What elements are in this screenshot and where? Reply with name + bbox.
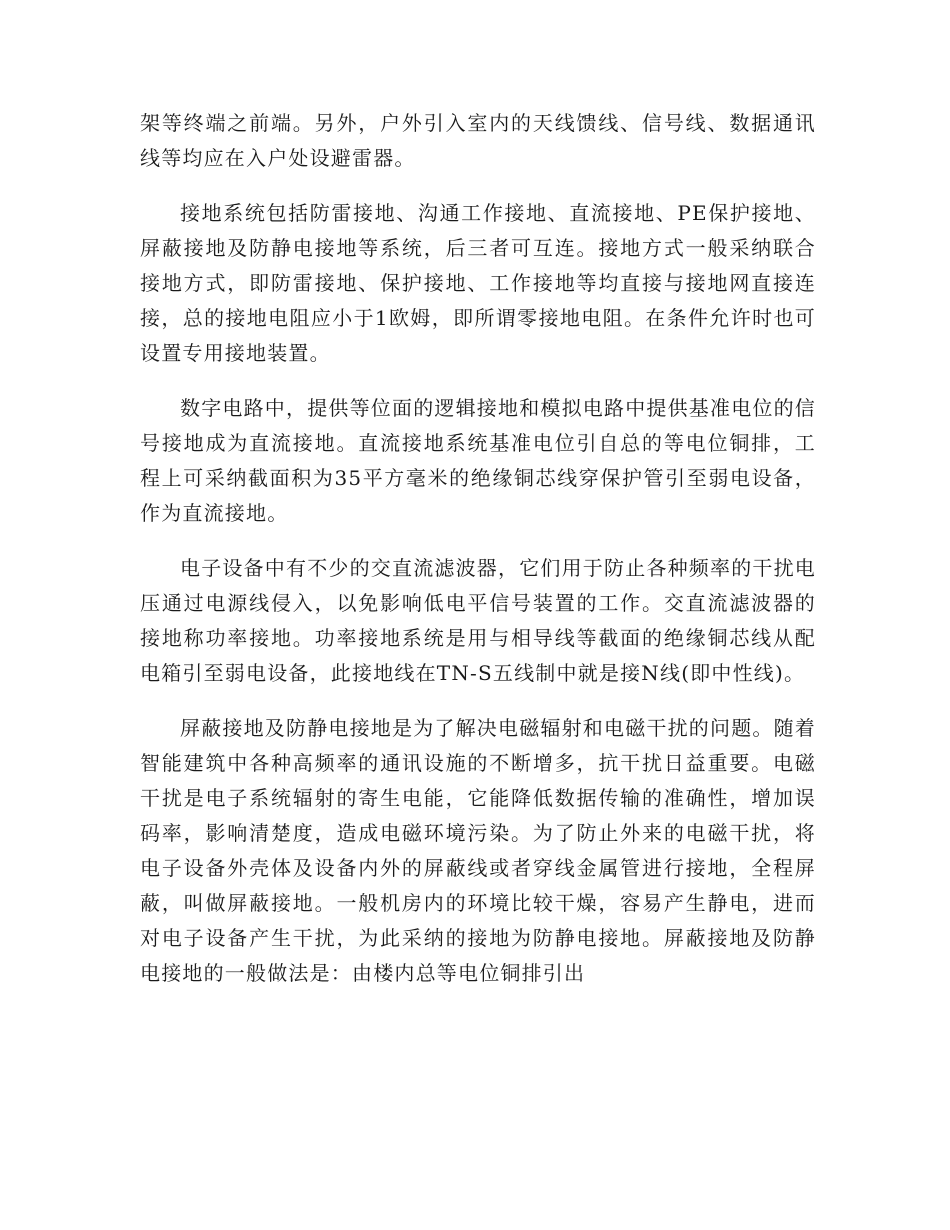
paragraph-shield-grounding: 屏蔽接地及防静电接地是为了解决电磁辐射和电磁干扰的问题。随着智能建筑中各种高频率的通讯设施的不断增多，抗干扰日益重要。电磁干扰是电子系统辐射的寄生电能，它能降低数据传输的准确性，增加误码率，影响清楚度，造成电磁环境污染。为了防止外来的电磁干扰，将电子设备外壳体及设备内外的屏蔽线或者穿线金属管进行接地，全程屏蔽，叫做屏蔽接地。一般机房内的环境比较干燥，容易产生静电，进而对电子设备产生干扰，为此采纳的接地为防静电接地。屏蔽接地及防静电接地的一般做法是：由楼内总等电位铜排引出 xyxy=(140,716,816,985)
document-body xyxy=(140,106,816,1011)
paragraph-continuation: 架等终端之前端。另外，户外引入室内的天线馈线、信号线、数据通讯线等均应在入户处设避雷器。 xyxy=(140,111,816,170)
paragraph-power-grounding: 电子设备中有不少的交直流滤波器，它们用于防止各种频率的干扰电压通过电源线侵入，以免影响低电平信号装置的工作。交直流滤波器的接地称功率接地。功率接地系统是用与相导线等截面的绝缘铜芯线从配电箱引至弱电设备，此接地线在TN-S五线制中就是接N线(即中性线)。 xyxy=(140,556,816,685)
paragraph-dc-grounding: 数字电路中，提供等位面的逻辑接地和模拟电路中提供基准电位的信号接地成为直流接地。直流接地系统基准电位引自总的等电位铜排，工程上可采纳截面积为35平方毫米的绝缘铜芯线穿保护管引至弱电设备，作为直流接地。 xyxy=(140,396,816,525)
paragraph-grounding-system: 接地系统包括防雷接地、沟通工作接地、直流接地、PE保护接地、屏蔽接地及防静电接地等系统，后三者可互连。接地方式一般采纳联合接地方式，即防雷接地、保护接地、工作接地等均直接与接地网直接连接，总的接地电阻应小于1欧姆，即所谓零接地电阻。在条件允许时也可设置专用接地装置。 xyxy=(140,201,816,365)
